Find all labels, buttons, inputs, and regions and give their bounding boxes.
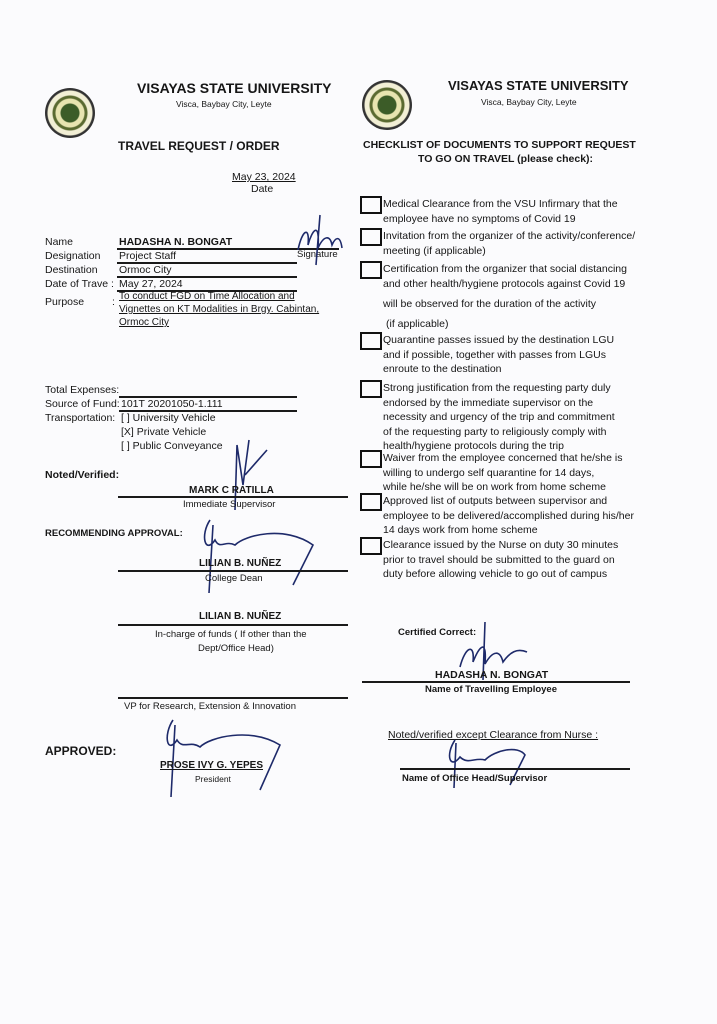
total-expenses-label: Total Expenses:	[45, 384, 120, 396]
checklist-item-line: Approved list of outputs between supervisor and	[383, 495, 608, 507]
checklist-item-line: employee to be delivered/accomplished during his/her	[383, 509, 634, 522]
destination-value: Ormoc City	[119, 264, 172, 276]
source-of-fund-label: Source of Fund:	[45, 398, 120, 410]
president-signature	[155, 715, 295, 800]
destination-label: Destination	[45, 264, 98, 276]
checklist-item-line: health/hygiene protocols during the trip	[383, 440, 564, 452]
vp-title: VP for Research, Extension & Innovation	[124, 701, 296, 712]
noted-verified-label: Noted/Verified:	[45, 469, 120, 481]
date-value: May 23, 2024	[232, 171, 296, 183]
checklist-item-line: while he/she will be on work from home scheme	[383, 481, 606, 493]
checklist-item-line: endorsed by the immediate supervisor on the	[383, 396, 594, 409]
supervisor-title: Immediate Supervisor	[183, 499, 276, 510]
checklist-item-line: Waiver from the employee concerned that he/she is	[383, 452, 623, 464]
checklist-item-line: willing to undergo self quarantine for 14 days,	[383, 466, 595, 479]
funds-incharge-title-1: In-charge of funds ( If other than the	[155, 629, 307, 640]
checklist-item-line: Invitation from the organizer of the activity/conference/	[383, 230, 636, 242]
checklist-item	[383, 538, 683, 582]
purpose-line-1: To conduct FGD on Time Allocation and	[119, 291, 295, 302]
transport-university-vehicle: [ ] University Vehicle	[121, 412, 216, 424]
certified-correct-label: Certified Correct:	[398, 627, 477, 638]
transport-private-vehicle: [X] Private Vehicle	[121, 426, 207, 438]
checklist-item-line: Certification from the organizer that social distancing	[383, 263, 627, 275]
checklist-checkbox[interactable]	[360, 537, 382, 555]
checklist-checkbox[interactable]	[360, 332, 382, 350]
designation-label: Designation	[45, 250, 101, 262]
checklist-item	[383, 197, 683, 226]
checklist-item-line: 14 days work from home scheme	[383, 524, 538, 536]
purpose-colon: :	[112, 296, 115, 308]
university-seal-logo	[45, 88, 95, 138]
signature-label: Signature	[297, 249, 338, 260]
checklist-item-line: meeting (if applicable)	[383, 244, 486, 257]
checklist-title-1: CHECKLIST OF DOCUMENTS TO SUPPORT REQUEST	[363, 139, 636, 151]
checklist-item-line: Quarantine passes issued by the destination LGU	[383, 334, 615, 346]
employee-name: HADASHA N. BONGAT	[435, 669, 549, 681]
checklist-item-line: will be observed for the duration of the activity	[383, 298, 597, 310]
president-title: President	[195, 774, 231, 784]
president-name: PROSE IVY G. YEPES	[160, 760, 264, 771]
checklist-item-line: necessity and urgency of the trip and commitment	[383, 411, 615, 423]
checklist-item	[383, 494, 683, 538]
checklist-item-line: Strong justification from the requesting party duly	[383, 382, 611, 394]
checklist-item-line: and other health/hygiene protocols against Covid 19	[383, 277, 626, 290]
checklist-checkbox[interactable]	[360, 450, 382, 468]
checklist-item-line: employee have no symptoms of Covid 19	[383, 212, 576, 225]
applicant-signature	[290, 210, 350, 270]
checklist-item-line: Medical Clearance from the VSU Infirmary that the	[383, 198, 618, 210]
name-value: HADASHA N. BONGAT	[119, 236, 233, 248]
purpose-line-2: Vignettes on KT Modalities in Brgy. Cabintan,	[119, 304, 320, 315]
funds-incharge-title-2: Dept/Office Head)	[198, 643, 274, 654]
university-name-right: VISAYAS STATE UNIVERSITY	[448, 78, 629, 93]
dean-name: LILIAN B. NUÑEZ	[199, 558, 282, 569]
checklist-item	[383, 229, 683, 258]
checklist-item-line: duty before allowing vehicle to go out of campus	[383, 568, 608, 580]
funds-incharge-name: LILIAN B. NUÑEZ	[199, 611, 282, 622]
name-label: Name	[45, 236, 74, 248]
checklist-checkbox[interactable]	[360, 380, 382, 398]
travel-date-label: Date of Trave :	[45, 278, 114, 290]
university-address-right: Visca, Baybay City, Leyte	[481, 97, 577, 107]
designation-value: Project Staff	[119, 250, 177, 262]
dean-title: College Dean	[205, 573, 263, 584]
checklist-item-line: and if possible, together with passes from LGUs	[383, 348, 606, 361]
approved-label: APPROVED:	[45, 744, 117, 758]
supervisor-name: MARK C RATILLA	[189, 485, 274, 496]
office-head-title: Name of Office Head/Supervisor	[402, 773, 548, 784]
noted-except-nurse-label: Noted/verified except Clearance from Nurse :	[388, 729, 599, 741]
date-label: Date	[251, 183, 274, 195]
transportation-label: Transportation:	[45, 412, 116, 424]
checklist-checkbox[interactable]	[360, 228, 382, 246]
transport-public-conveyance: [ ] Public Conveyance	[121, 440, 223, 452]
travel-date-value: May 27, 2024	[119, 278, 183, 290]
checklist-item-line: Clearance issued by the Nurse on duty 30 minutes	[383, 539, 619, 551]
purpose-line-3: Ormoc City	[119, 317, 169, 328]
checklist-item-line: prior to travel should be submitted to the guard on	[383, 553, 615, 566]
university-seal-logo-right	[362, 80, 412, 130]
purpose-label: Purpose	[45, 296, 85, 308]
checklist-item	[383, 333, 683, 377]
checklist-item	[383, 381, 683, 454]
checklist-checkbox[interactable]	[360, 261, 382, 279]
recommending-approval-label: RECOMMENDING APPROVAL:	[45, 528, 183, 539]
university-address: Visca, Baybay City, Leyte	[176, 99, 272, 109]
checklist-item-line: enroute to the destination	[383, 363, 502, 375]
checklist-item	[383, 262, 683, 312]
university-name: VISAYAS STATE UNIVERSITY	[137, 80, 332, 96]
if-applicable-note: (if applicable)	[386, 318, 449, 330]
checklist-checkbox[interactable]	[360, 493, 382, 511]
employee-title: Name of Travelling Employee	[425, 684, 557, 695]
checklist-title-2: TO GO ON TRAVEL (please check):	[418, 153, 594, 165]
checklist-checkbox[interactable]	[360, 196, 382, 214]
form-title: TRAVEL REQUEST / ORDER	[118, 139, 280, 153]
source-of-fund-value: 101T 20201050-1.111	[121, 398, 223, 410]
checklist-item-line: of the requesting party to religiously comply with	[383, 425, 607, 438]
checklist-item	[383, 451, 683, 495]
